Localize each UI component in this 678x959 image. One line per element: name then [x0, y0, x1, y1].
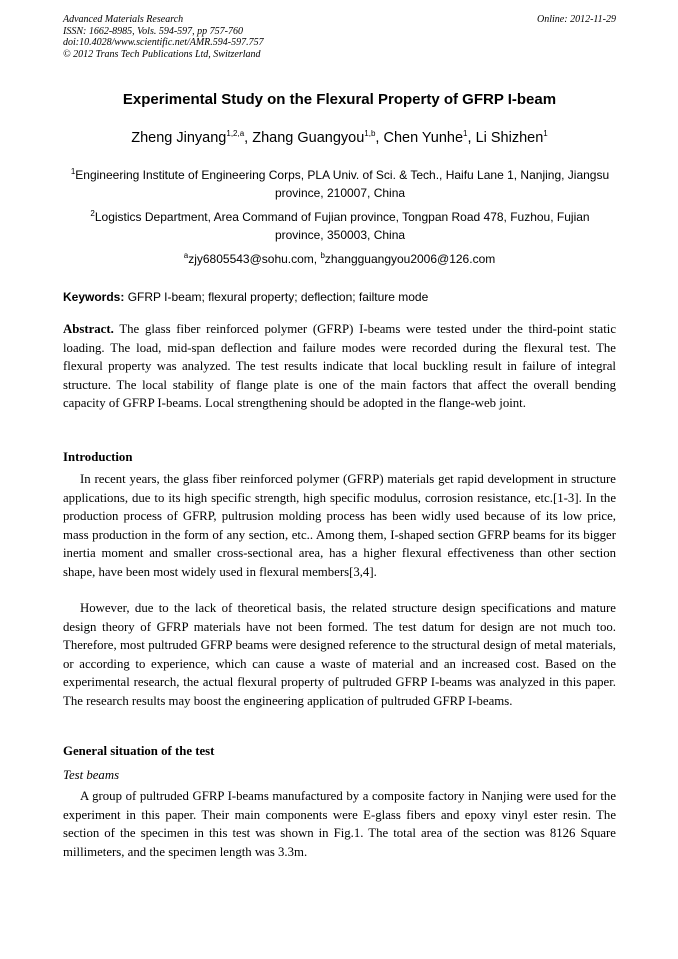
- abstract-label: Abstract.: [63, 322, 114, 336]
- journal-name: Advanced Materials Research: [63, 14, 184, 25]
- author-separator: ,: [375, 130, 384, 146]
- abstract: [63, 320, 616, 413]
- keywords: [63, 289, 616, 305]
- subsection-heading-test-beams: Test beams: [63, 768, 120, 782]
- author-name: Zhang Guangyou: [252, 130, 365, 146]
- author-list: [63, 129, 616, 147]
- email-b[interactable]: zhangguangyou2006@126.com: [324, 252, 496, 266]
- affiliation-mark: 2: [90, 209, 95, 218]
- keywords-label: Keywords:: [63, 290, 125, 304]
- author-affiliation-mark: 1,b: [364, 129, 376, 139]
- affiliation-text: Logistics Department, Area Command of Fujian province, Tongpan Road 478, Fuzhou, Fujian province, 350003, China: [94, 210, 590, 242]
- author-affiliation-mark: 1,2,a: [226, 129, 245, 139]
- doi-line[interactable]: doi:10.4028/www.scientific.net/AMR.594-597.757: [63, 37, 264, 48]
- author-affiliation-mark: 1: [463, 129, 468, 139]
- email-mark: b: [320, 251, 325, 260]
- copyright-line: © 2012 Trans Tech Publications Ltd, Switzerland: [63, 48, 261, 60]
- author-emails: [63, 251, 616, 267]
- intro-paragraph-2: However, due to the lack of theoretical basis, the related structure design specifications and mature design theory of GFRP materials have not been formed. The test datum for design are not much too. Therefore, most pultruded GFRP beams were designed reference to the structural design of metal materials, or according to experience, which can cause a waste of material and an increased cost. Based on the experimental research, the actual flexural property of pultruded GFRP I-beams was analyzed in this paper. The research results may boost the engineering application of pultruded GFRP I-beams.: [63, 601, 616, 708]
- online-date: Online: 2012-11-29: [537, 14, 616, 25]
- affiliation-text: Engineering Institute of Engineering Corps, PLA Univ. of Sci. & Tech., Haifu Lane 1, Nanjing, Jiangsu province, 210007, China: [75, 168, 610, 200]
- paper-title: Experimental Study on the Flexural Property of GFRP I-beam: [122, 91, 557, 108]
- author-name: Zheng Jinyang: [131, 130, 227, 146]
- author-affiliation-mark: 1: [543, 129, 548, 139]
- intro-paragraph-1: In recent years, the glass fiber reinforced polymer (GFRP) materials get rapid development in structure applications, due to its high specific strength, high specific modulus, corrosion resistance, etc.[1-3]. In the production process of GFRP, pultrusion molding process has been widly used because of its low price, mass production in the form of any section, etc.. Among them, I-shaped section GFRP beams for its bigger inertia moment and smaller cross-sectional area, has a higher flexural effectiveness than other section shape, have been most widely used in flexural members[3,4].: [63, 472, 616, 579]
- author-separator: ,: [244, 130, 253, 146]
- email-mark: a: [183, 251, 189, 260]
- affiliation-2: [70, 208, 610, 244]
- section-heading-introduction: Introduction: [63, 450, 133, 464]
- keywords-text: GFRP I-beam; flexural property; deflection; failture mode: [124, 290, 429, 304]
- email-a[interactable]: zjy6805543@sohu.com,: [188, 252, 321, 266]
- test-beams-paragraph: A group of pultruded GFRP I-beams manufactured by a composite factory in Nanjing were used for the experiment in this paper. Their main components were E-glass fibers and epoxy vinyl ester resin. The section of the specimen in this test was shown in Fig.1. The total area of the section was 8126 Square millimeters, and the specimen length was 3.3m.: [63, 789, 616, 859]
- author-separator: ,: [467, 130, 476, 146]
- affiliation-1: [70, 166, 610, 202]
- journal-header: [63, 14, 616, 60]
- issn-line: ISSN: 1662-8985, Vols. 594-597, pp 757-760: [63, 25, 243, 37]
- affiliation-mark: 1: [70, 167, 76, 176]
- author-name: Chen Yunhe: [383, 130, 464, 146]
- section-heading-general: General situation of the test: [63, 744, 215, 758]
- author-name: Li Shizhen: [475, 130, 544, 146]
- abstract-text: The glass fiber reinforced polymer (GFRP) I-beams were tested under the third-point static loading. The load, mid-span deflection and failure modes were recorded during the flexural test. The flexural property was analyzed. The test results indicate that local buckling result in failure of integral structure. The local stability of flange plate is one of the main factors that affect the overall bending capacity of GFRP I-beams. Local strengthening should be adopted in the flange-web joint.: [63, 322, 616, 410]
